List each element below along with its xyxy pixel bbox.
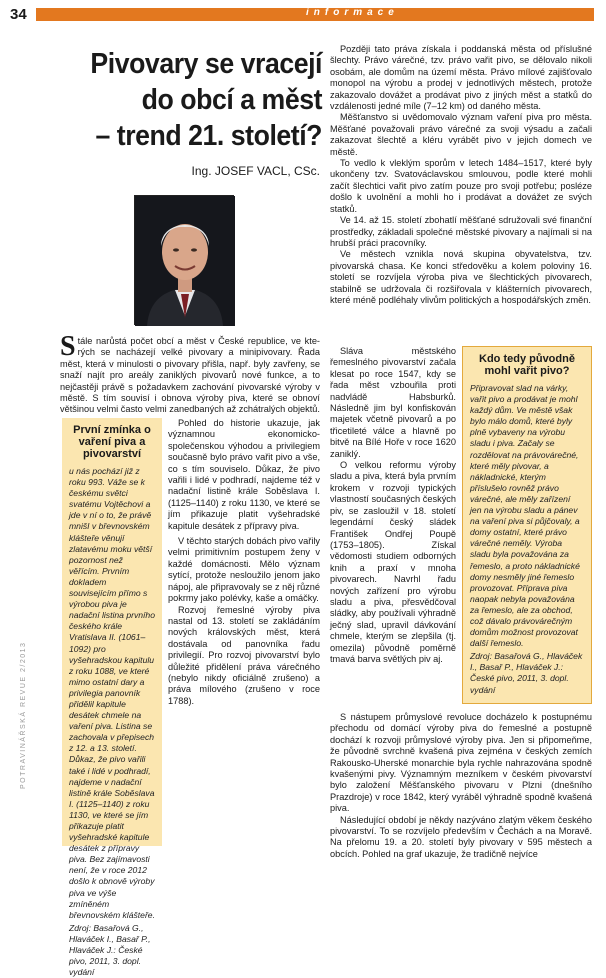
right-paragraph-1: Sláva městského řemeslného pivovarství začala klesat po roce 1547, kdy se řada měst vzbouřila proti nadvládě Habsburků. Následně jim byl konfiskován majetek včetně pivovarů a po třicetileté válce a hlavně po bitvě na Bílé Hoře v roce 1620 zaniklý. — [330, 346, 456, 459]
journal-side-text: POTRAVINÁŘSKÁ REVUE 2/2013 — [20, 641, 27, 789]
sidebar-box-heading: První zmínka o vaření piva a pivovarství — [73, 424, 151, 460]
sidebar-box-source: Zdroj: Basařová G., Hlaváček I., Basař P., Hlaváček J.: České pivo, 2011, 3. dopl. vydání — [470, 651, 583, 695]
title-line-3: – trend 21. století? — [95, 120, 322, 152]
article-title — [81, 46, 322, 154]
right-top-paragraph-3: To vedlo k vleklým sporům v letech 1484–1517, které byly ukončeny tzv. Svatováclavskou smlouvou, podle které mohli začít šlechtici vařit pivo zatím pouze pro svoji potřebu; posléze došlo k uvolnění a mohli ho i prodávat a dovážet ze svých statků. — [330, 158, 592, 214]
author-photo — [134, 195, 234, 325]
right-paragraph-2: O velkou reformu výroby sladu a piva, která byla prvním krokem v rozvoji typických vlastností současných českých piv, se zasloužil v 18. století legendární český sládek František Ondřej Poupě (1753–1805). Získal vědomosti studiem odborných knih a praxí v mnoha pivovarech. Navrhl řadu nových zařízení pro výrobu sladu a piva, přesvědčoval sládky, aby používali výhradně ječný slad, upravil dávkování chmele, kterým se zlepšila (tj. omezila) původně poměrně tmavá barva světlých piv aj. — [330, 460, 456, 664]
title-line-1: Pivovary se vracejí — [90, 48, 322, 80]
sidebar-box-who-could-brew — [462, 346, 592, 704]
bottom-column — [330, 712, 592, 860]
page-number: 34 — [10, 6, 27, 23]
right-top-column — [330, 44, 592, 306]
dropcap-letter: S — [60, 331, 76, 362]
sidebar-box-first-mention — [62, 418, 162, 978]
right-top-paragraph-2: Měšťanstvo si uvědomovalo význam vaření piva pro města. Měšťané považovali právo várečné za svoji výsadu a začali zakazovat šlechtě a kléru vyrábět pivo v jejich domech ve městě. — [330, 112, 592, 157]
sidebar-box-text: Připravovat slad na várky, vařit pivo a prodávat je mohl každý dům. Ve městě však bylo málo domů, které byly plně vybaveny na výrobu sladu i piva. Začaly se rozdělovat na právovárečné, které měly pivovar, a nákladnické, kterým příslušelo rovněž právo várečné, ale měly zařízení jen na výrobu sladu a pánev na vaření piva si půjčovaly, a domy ostatní, které právo várečné neměly. Výroba sladu byla považována za řemeslo, a proto nákladnické domy nesměly jiné řemeslo provozovat. Příprava piva naopak nebyla považována za řemeslo, ale za obchod, což dávalo právovárečným domům možnost provozovat další řemeslo. — [470, 383, 580, 649]
middle-paragraph-1: Pohled do historie ukazuje, jak významnou ekonomicko-společenskou výhodou a privilegiem současně bylo právo vařit pivo a vše, co s tím souviselo. Důkaz, že pivo vařili i lidé v podhradí, najdeme též v nadační listině krále Soběslava I. (1125–1140) z roku 1130, ve které se jím přikazuje platit vyšehradské kapitule desátek z přípravy piva. — [168, 418, 320, 531]
section-label: informace — [306, 7, 399, 18]
right-top-paragraph-4: Ve 14. až 15. století zbohatlí měšťané sdružovali své finanční prostředky, základali společné městské pivovary a najímali si na hrubší práci pracovníky. — [330, 215, 592, 248]
sidebar-box-heading: Kdo tedy původně mohl vařit pivo? — [479, 353, 575, 377]
author-portrait-image — [135, 196, 235, 326]
intro-paragraph-column — [60, 331, 320, 416]
intro-paragraph: tále narůstá počet obcí a měst v České republice, ve kte- rých se nacházejí velké pivovary a minipivovary. Řada měst, která v minulosti o pivovary přišla, např. byly zavřeny, se snaží najít pro areály zaniklých pivovarů nové funkce, a to nejčastěji právě s požadavkem zachování pivovarské výroby v městě. S tím souvisí i obnova výroby piva, které se obnoví většinou velmi často velmi zanedbaných až zchátralých objektů. — [60, 336, 320, 415]
right-top-paragraph-5: Ve městech vznikla nová skupina obyvatelstva, tzv. pivovarská chasa. Ke konci středověku a kolem poloviny 16. století se rozvíjela výroba piva ve šlechtických pivovarech, stabilně se udržovala či rozšiřovala v klášterních pivovarech, které méně podléhaly vlivům politických a hospodářských změn. — [330, 249, 592, 305]
bottom-paragraph-1: S nástupem průmyslové revoluce docházelo k postupnému přechodu od domácí výroby piva do řemeslné a postupně dochází k rozvoji průmyslové výroby piva. Jen si připomeňme, že původně svrchně kvašená piva zejména v českých zemích Rakousko-Uherské monarchie byla rychle nahrazována spodně kvašenými pivy. Významným mezníkem v českém pivovarství bylo založení Měšťanského pivovaru v Plzni (dnešního Prazdroje) v roce 1842, který vyráběl výhradně spodně kvašená piva. — [330, 712, 592, 814]
sidebar-box-text: u nás pochází již z roku 993. Váže se k českému světci svatému Vojtěchovi a jde v ní o to, že právě mnišI v břevnovském klášteře věnují zlatavému moku větší pozornost než věřícím. Prvním dokladem souvisejícím přímo s výrobou piva je nadační listina prvního českého krále Vratislava II. (1061–1092) pro vyšehradskou kapitulu z roku 1088, ve které mimo ostatní dary a privilegia panovník přidělil kapitule desátek chmele na vaření piva. Listina se zachovala v přepisech z 12. a 13. století. Důkaz, že pivo vařili také i lidé v podhradí, najdeme v nadační listině krále Soběslava I. (1125–1140) z roku 1130, ve které se jím přikazuje platit vyšehradské kapitule desátek z přípravy piva. Bez zajímavosti není, že v roce 2012 došlo k obnově výroby piva ve výše zmíněném břevnovském klášteře. — [69, 466, 155, 920]
sidebar-box-source: Zdroj: Basařová G., Hlaváček I., Basař P., Hlaváček J.: České pivo, 2011, 3. dopl. vydání — [69, 922, 151, 978]
section-header-bar — [36, 8, 594, 21]
middle-column — [168, 418, 320, 707]
right-column — [330, 346, 456, 665]
middle-paragraph-3: Rozvoj řemeslné výroby piva nastal od 13. století se zakládáním nových královských měst, která dostávala od panovníka řadu privilegií. Pro rozvoj pivovarství bylo důležité přidělení práva várečného (nebylo nikdy oficiálně zrušeno) a práva mílového (zrušeno v roce 1788). — [168, 604, 320, 706]
title-line-2: do obcí a měst — [141, 84, 322, 116]
article-author: Ing. JOSEF VACL, CSc. — [191, 164, 320, 178]
right-top-paragraph-1: Později tato práva získala i poddanská města od příslušné šlechty. Právo várečné, tzv. právo vařit pivo, se dělovalo nikoli osobám, ale domům na území města. Právo mílové zajišťovalo monopol na výrobu a prodej v jednotlivých městech, protože zakazovalo dovážet a prodávat pivo z jiných měst a statků do vzdálenosti jedné míle (7–12 km) od daného města. — [330, 44, 592, 112]
middle-paragraph-2: V těchto starých dobách pivo vařily velmi primitivním postupem ženy v každé domácnosti. Mělo význam sytící, protože nesloužilo jenom jako nápoj, ale připravovaly se z něj různé pokrmy jako polévky, kaše a omáčky. — [168, 536, 320, 604]
bottom-paragraph-2: Následující období je někdy nazýváno zlatým věkem českého pivovarství. To se rozvíjelo především v Čechách a na Moravě. Na přelomu 19. a 20. století byly pivovary v 595 městech a obcích. Pohled na graf ukazuje, že tradičně nejvíce — [330, 814, 592, 859]
